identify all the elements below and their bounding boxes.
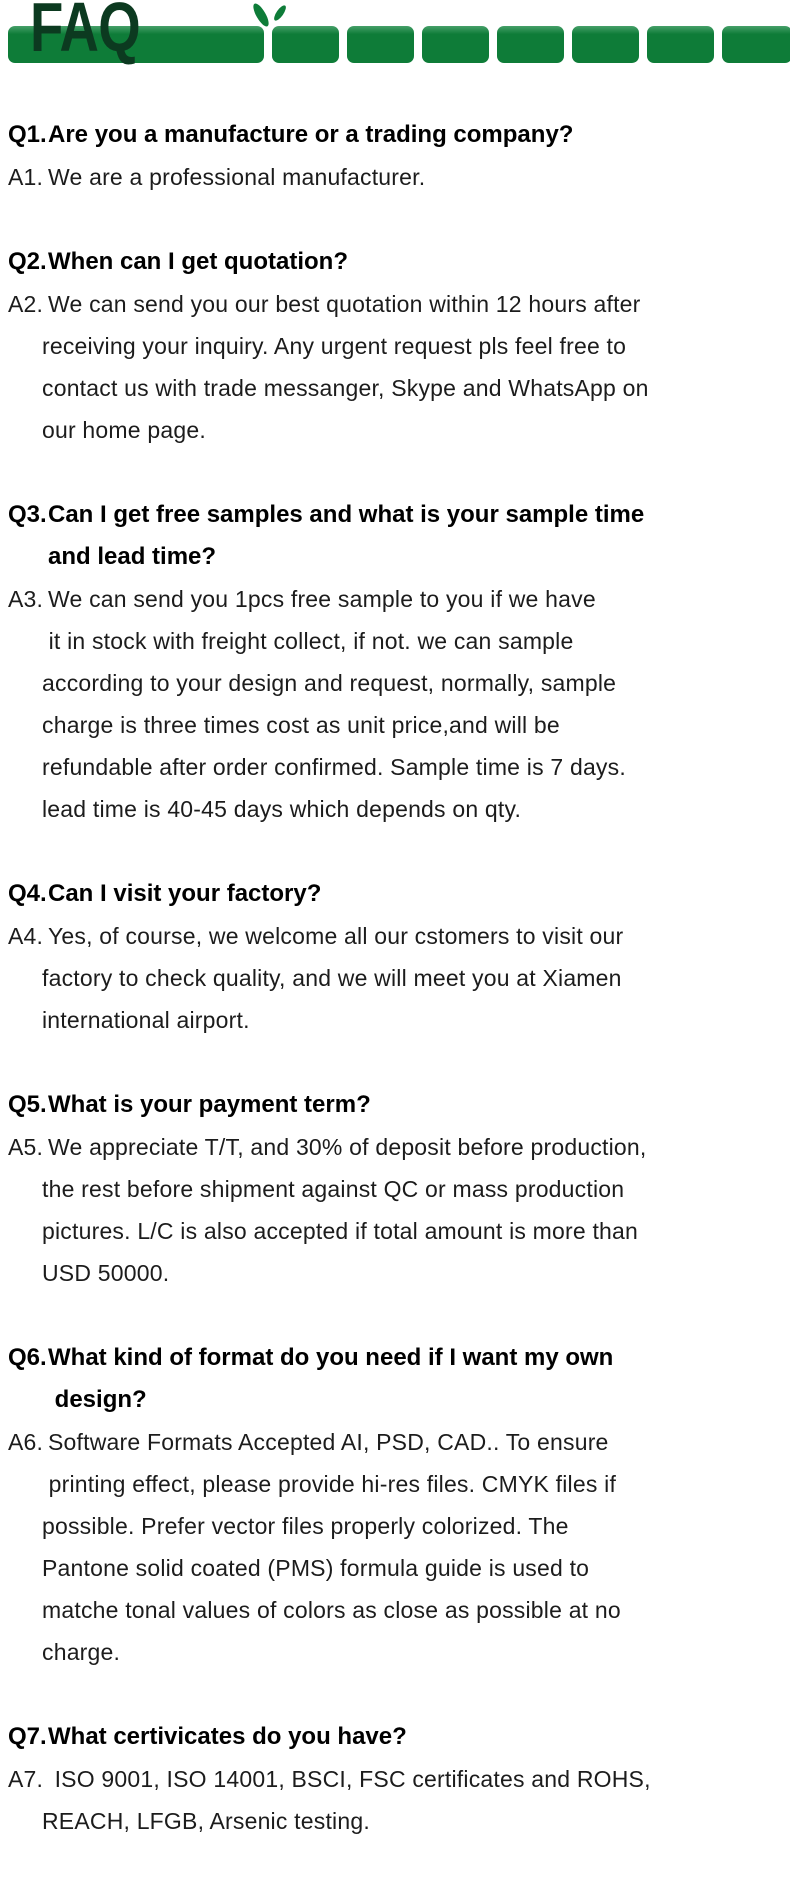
question-number: Q2. [8, 248, 47, 275]
faq-answer [0, 1758, 790, 1842]
faq-question [0, 241, 790, 283]
text-line: refundable after order confirmed. Sample time is 7 days. [42, 754, 626, 780]
text-line: charge is three times cost as unit price,and will be [42, 712, 560, 738]
faq-list [0, 100, 790, 1842]
answer-number: A1. [8, 164, 44, 190]
text-line: We are a professional manufacturer. [48, 164, 426, 190]
text-line: We can send you 1pcs free sample to you if we have [48, 586, 596, 612]
faq-answer [0, 1421, 790, 1673]
text-line: We appreciate T/T, and 30% of deposit before production, [48, 1134, 647, 1160]
text-line: Software Formats Accepted AI, PSD, CAD.. To ensure [48, 1429, 609, 1455]
answer-lines [42, 1421, 790, 1673]
question-lines [48, 1716, 790, 1758]
faq-item [0, 1716, 790, 1842]
text-line: ISO 9001, ISO 14001, BSCI, FSC certificates and ROHS, [48, 1766, 651, 1792]
answer-number: A3. [8, 586, 44, 612]
question-lines [48, 114, 790, 156]
faq-question [0, 1716, 790, 1758]
faq-question [0, 114, 790, 156]
faq-question [0, 494, 790, 578]
question-number: Q5. [8, 1091, 47, 1118]
answer-lines [42, 578, 790, 830]
faq-item [0, 1337, 790, 1673]
answer-number: A4. [8, 923, 44, 949]
faq-item [0, 494, 790, 830]
text-line: What kind of format do you need if I want my own [48, 1344, 614, 1371]
answer-lines [42, 915, 790, 1041]
text-line: matche tonal values of colors as close as possible at no [42, 1597, 621, 1623]
faq-question [0, 1337, 790, 1421]
answer-lines [42, 283, 790, 451]
answer-lines [48, 156, 790, 198]
text-line: the rest before shipment against QC or mass production [42, 1176, 625, 1202]
question-number: Q7. [8, 1723, 47, 1750]
question-lines [48, 241, 790, 283]
question-number: Q3. [8, 501, 47, 528]
text-line: Are you a manufacture or a trading company? [48, 121, 574, 148]
text-line: What is your payment term? [48, 1091, 371, 1118]
faq-question [0, 1084, 790, 1126]
text-line: and lead time? [48, 543, 217, 570]
question-number: Q1. [8, 121, 47, 148]
answer-number: A2. [8, 291, 44, 317]
answer-number: A6. [8, 1429, 44, 1455]
faq-item [0, 114, 790, 198]
question-lines [48, 1084, 790, 1126]
faq-answer [0, 283, 790, 451]
text-line: contact us with trade messanger, Skype and WhatsApp on [42, 375, 649, 401]
faq-answer [0, 1126, 790, 1294]
question-lines [48, 873, 790, 915]
text-line: charge. [42, 1639, 121, 1665]
text-line: Can I get free samples and what is your sample time [48, 501, 645, 528]
text-line: pictures. L/C is also accepted if total amount is more than [42, 1218, 639, 1244]
text-line: lead time is 40-45 days which depends on qty. [42, 796, 522, 822]
text-line: Can I visit your factory? [48, 880, 322, 907]
answer-lines [42, 1758, 790, 1842]
text-line: international airport. [42, 1007, 250, 1033]
faq-item [0, 241, 790, 451]
faq-banner [0, 0, 790, 100]
text-line: our home page. [42, 417, 206, 443]
answer-lines [42, 1126, 790, 1294]
text-line: Yes, of course, we welcome all our cstomers to visit our [48, 923, 624, 949]
faq-answer [0, 578, 790, 830]
text-line: it in stock with freight collect, if not. we can sample [42, 628, 574, 654]
text-line: design? [48, 1386, 147, 1413]
text-line: When can I get quotation? [48, 248, 348, 275]
answer-number: A5. [8, 1134, 44, 1160]
question-number: Q6. [8, 1344, 47, 1371]
text-line: printing effect, please provide hi-res files. CMYK files if [42, 1471, 617, 1497]
text-line: receiving your inquiry. Any urgent request pls feel free to [42, 333, 627, 359]
text-line: USD 50000. [42, 1260, 170, 1286]
text-line: We can send you our best quotation within 12 hours after [48, 291, 641, 317]
text-line: factory to check quality, and we will meet you at Xiamen [42, 965, 622, 991]
faq-answer [0, 156, 790, 198]
faq-item [0, 1084, 790, 1294]
text-line: REACH, LFGB, Arsenic testing. [42, 1808, 370, 1834]
text-line: Pantone solid coated (PMS) formula guide is used to [42, 1555, 590, 1581]
faq-item [0, 873, 790, 1041]
answer-number: A7. [8, 1766, 44, 1792]
question-lines [48, 494, 790, 578]
faq-question [0, 873, 790, 915]
text-line: possible. Prefer vector files properly colorized. The [42, 1513, 569, 1539]
faq-answer [0, 915, 790, 1041]
bamboo-leaf-icon [251, 1, 288, 28]
page-title: FAQ [30, 0, 140, 66]
text-line: What certivicates do you have? [48, 1723, 407, 1750]
question-number: Q4. [8, 880, 47, 907]
question-lines [48, 1337, 790, 1421]
text-line: according to your design and request, normally, sample [42, 670, 617, 696]
